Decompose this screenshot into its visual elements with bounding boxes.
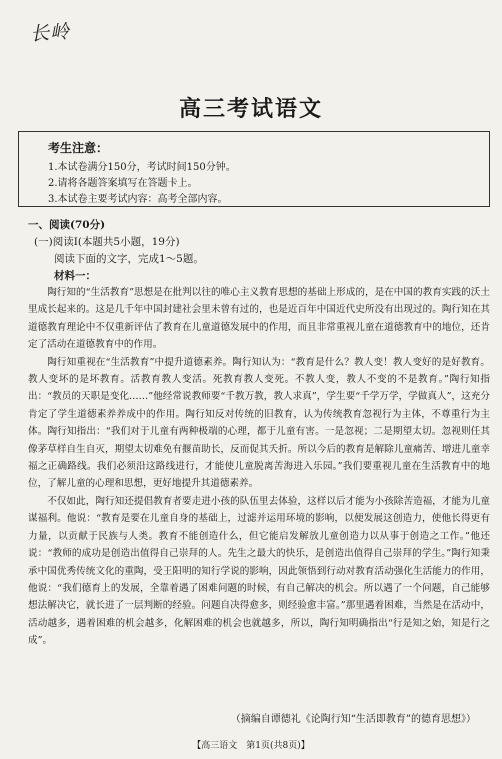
notice-item: 1.本试卷满分150分，考试时间150分钟。 (48, 162, 236, 173)
source-citation: （摘编自谭德礼《论陶行知“生活即教育”的德育思想》） (230, 714, 476, 725)
paragraph: 陶行知的“生活教育”思想是在批判以往的唯心主义教育思想的基础上形成的，是在中国的教育实践的沃土里成长起来的。这是几千年中国封建社会里未曾有过的，也是近百年中国近代史所没有出现过的。陶行知在其道德教育理论中不仅重新评估了教育在儿童道德发展中的作用，而且非常重视儿童在道德教育中的地位，还肯定了活动在道德教育中的作用。 (28, 287, 490, 351)
notice-item: 2.请将各题答案填写在答题卡上。 (48, 178, 198, 189)
handwritten-note: 长岭 (29, 20, 71, 46)
page-footer: 【高三语文 第1页(共8页)】 (192, 741, 310, 751)
notice-item: 3.本试卷主要考试内容：高考全部内容。 (48, 194, 228, 205)
paragraph: 不仅如此，陶行知还提倡教育者要走进小孩的队伍里去体验，这样以后才能为小孩除苦造福，才能为儿童谋福利。他说：“教育是要在儿童自身的基础上，过滤并运用环境的影响，以便发展这创造力，使他长得更有力量，以贡献于民族与人类。教育不能创造什么，但它能启发解放儿童创造力以从事于创造之工作。”他还说：“教师的成功是创造出值得自己崇拜的人。先生之最大的快乐，是创造出值得自己崇拜的学生。”陶行知秉承中国优秀传统文化的重陶，受王阳明的知行学说的影响，因此领悟到行动对教育活动强化生活能力的作用，他说：“我们德育上的发展，全靠着遇了困难问题的时候，有自己解决的机会。所以遇了一个问题，自己能够想法解决它，就长进了一层判断的经验。问题自决得愈多，则经验愈丰富。”那里遇着困难，当然是在活动中，活动越多，遇着困难的机会越多，化解困难的机会也就越多，所以，陶行知明确指出“行是知之始，知是行之成”。 (28, 495, 490, 647)
subsection-heading: (一)阅读Ⅰ(本题共5小题，19分) (34, 236, 180, 248)
notice-heading: 考生注意： (48, 141, 109, 155)
body-text (28, 284, 490, 650)
page-title: 高三考试语文 (178, 96, 323, 122)
material-label: 材料一： (54, 270, 96, 282)
section-heading: 一、阅读(70分) (28, 219, 106, 231)
instruction: 阅读下面的文字，完成1～5题。 (54, 253, 204, 265)
paragraph: 陶行知重视在“生活教育”中提升道德素养。陶行知认为：“教育是什么？教人变！教人变好的是好教育。教人变坏的是坏教育。活教育教人变活。死教育教人变死。不教人变，教人不变的不是教育。”陶行知指出：“教员的天职是变化……”他经常说教师要“千教万教，教人求真”，学生要“千学万学，学做真人”，这充分肯定了学生道德素养养成中的作用。陶行知反对传统的旧教育，认为传统教育忽视行为主体，不尊重行为主体。陶行知指出：“我们对于儿童有两种极端的心理，都于儿童有害。一是忽视；二是期望太切。忽视则任其像茅草样自生自灭，期望太切难免有揠苗助长，反而促其夭折。所以今后的教育是解除儿童痛苦、增进儿童幸福之正确路线。我们必须沿这路线进行，才能使儿童脱离苦海进入乐园。”我们要重视儿童在生活教育中的地位，了解儿童的心理和思想，更好地提升其道德素养。 (28, 356, 490, 490)
